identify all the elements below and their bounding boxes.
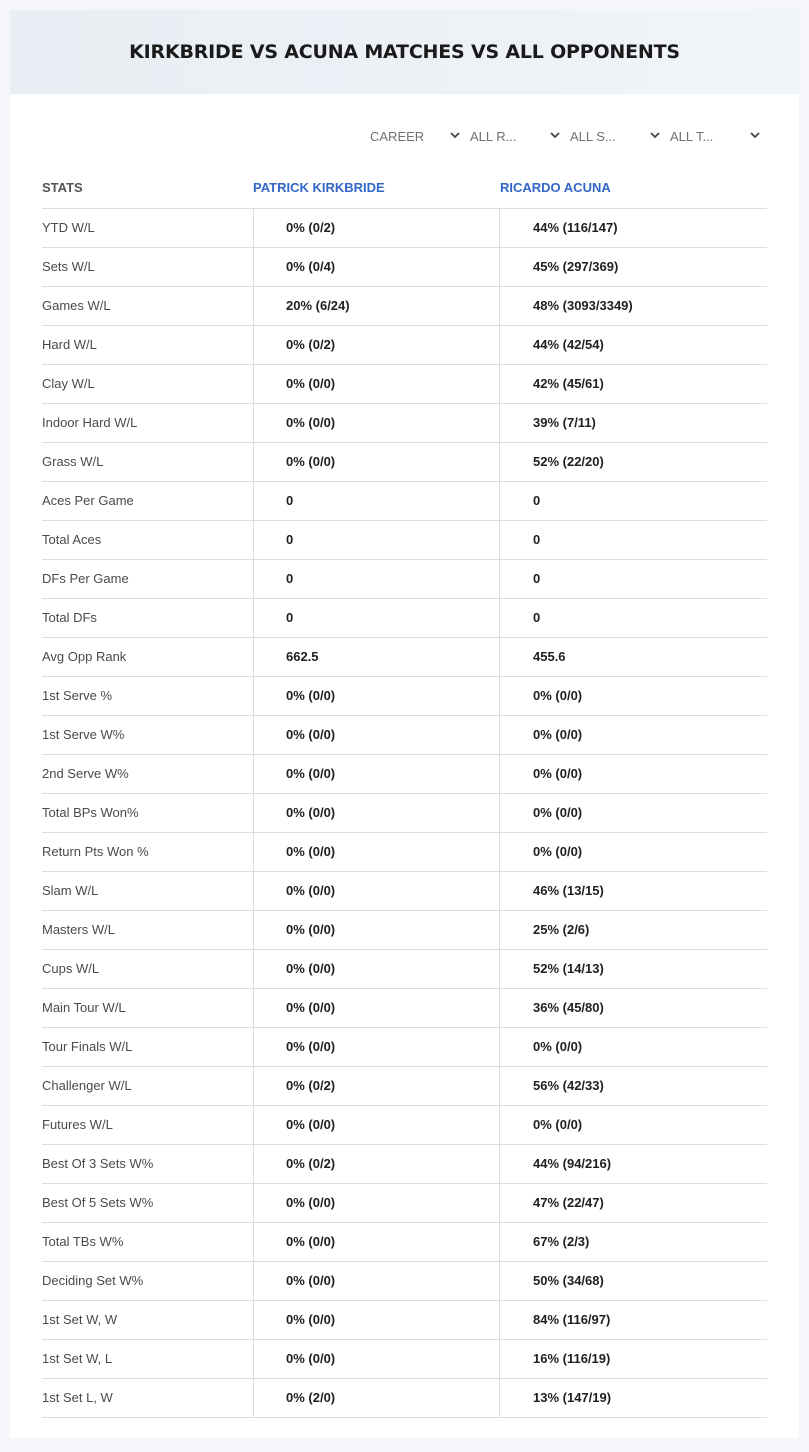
- player1-value: 0% (0/0): [253, 716, 499, 754]
- chevron-down-icon: [549, 129, 561, 141]
- stats-table: [42, 208, 767, 1418]
- player1-value: 0% (0/0): [253, 872, 499, 910]
- player2-value: 455.6: [499, 638, 767, 676]
- table-row: [42, 1301, 767, 1340]
- player2-value: 0% (0/0): [499, 1106, 767, 1144]
- chevron-down-icon: [749, 129, 761, 141]
- player1-value: 0% (0/0): [253, 950, 499, 988]
- player2-link[interactable]: RICARDO ACUNA: [500, 180, 611, 195]
- stat-label: Total BPs Won%: [42, 805, 139, 820]
- table-row: [42, 755, 767, 794]
- table-row: [42, 1067, 767, 1106]
- table-row: [42, 599, 767, 638]
- player2-value: 0% (0/0): [499, 755, 767, 793]
- player1-value: 0% (0/0): [253, 443, 499, 481]
- player1-value: 0% (0/0): [253, 755, 499, 793]
- table-row: [42, 794, 767, 833]
- table-row: [42, 950, 767, 989]
- filter-bar: [365, 122, 765, 150]
- stat-label: Grass W/L: [42, 454, 104, 469]
- round-filter-select[interactable]: [465, 122, 565, 150]
- player1-value: 0% (0/4): [253, 248, 499, 286]
- table-row: [42, 833, 767, 872]
- player2-value: 46% (13/15): [499, 872, 767, 910]
- player2-value: 56% (42/33): [499, 1067, 767, 1105]
- player1-value: 0% (0/0): [253, 1028, 499, 1066]
- table-row: [42, 911, 767, 950]
- period-filter-select[interactable]: [365, 122, 465, 150]
- table-row: [42, 1340, 767, 1379]
- stat-label: Tour Finals W/L: [42, 1039, 133, 1054]
- table-row: [42, 287, 767, 326]
- table-row: [42, 443, 767, 482]
- stat-label: 1st Set W, L: [42, 1351, 113, 1366]
- stat-label: Challenger W/L: [42, 1078, 132, 1093]
- player2-value: 39% (7/11): [499, 404, 767, 442]
- player1-value: 0% (0/0): [253, 1262, 499, 1300]
- player1-value: 0% (2/0): [253, 1379, 499, 1417]
- player2-value: 0% (0/0): [499, 677, 767, 715]
- stat-label: Hard W/L: [42, 337, 97, 352]
- player1-link[interactable]: PATRICK KIRKBRIDE: [253, 180, 385, 195]
- player1-value: 0: [253, 521, 499, 559]
- stat-label: 1st Serve %: [42, 688, 113, 703]
- stat-label: 2nd Serve W%: [42, 766, 129, 781]
- stat-label: Aces Per Game: [42, 493, 134, 508]
- stat-label: Cups W/L: [42, 961, 100, 976]
- stats-column-header: STATS: [42, 180, 83, 195]
- player2-value: 0% (0/0): [499, 794, 767, 832]
- player1-value: 0% (0/0): [253, 794, 499, 832]
- player2-value: 0: [499, 482, 767, 520]
- table-row: [42, 872, 767, 911]
- player1-value: 0% (0/0): [253, 404, 499, 442]
- player2-value: 25% (2/6): [499, 911, 767, 949]
- player1-value: 0% (0/0): [253, 1106, 499, 1144]
- chevron-down-icon: [649, 129, 661, 141]
- player2-value: 84% (116/97): [499, 1301, 767, 1339]
- table-row: [42, 1106, 767, 1145]
- stat-label: Return Pts Won %: [42, 844, 149, 859]
- stat-label: Total DFs: [42, 610, 97, 625]
- stat-label: Avg Opp Rank: [42, 649, 127, 664]
- player2-value: 0: [499, 599, 767, 637]
- surface-filter-value: ALL S...: [570, 128, 616, 144]
- player1-value: 20% (6/24): [253, 287, 499, 325]
- player1-value: 0% (0/2): [253, 1067, 499, 1105]
- table-header: [42, 170, 767, 208]
- stat-label: Total Aces: [42, 532, 102, 547]
- stat-label: Slam W/L: [42, 883, 99, 898]
- tournament-filter-value: ALL T...: [670, 128, 714, 144]
- player1-value: 0% (0/2): [253, 1145, 499, 1183]
- player2-value: 0% (0/0): [499, 1028, 767, 1066]
- player2-value: 44% (116/147): [499, 209, 767, 247]
- table-row: [42, 482, 767, 521]
- stat-label: YTD W/L: [42, 220, 95, 235]
- player2-value: 16% (116/19): [499, 1340, 767, 1378]
- player2-value: 0% (0/0): [499, 833, 767, 871]
- stat-label: DFs Per Game: [42, 571, 129, 586]
- tournament-filter-select[interactable]: [665, 122, 765, 150]
- table-row: [42, 1379, 767, 1418]
- player2-value: 47% (22/47): [499, 1184, 767, 1222]
- player2-value: 45% (297/369): [499, 248, 767, 286]
- player1-value: 0% (0/0): [253, 1223, 499, 1261]
- player1-value: 0% (0/0): [253, 1184, 499, 1222]
- table-row: [42, 560, 767, 599]
- player2-value: 36% (45/80): [499, 989, 767, 1027]
- player1-value: 0% (0/0): [253, 833, 499, 871]
- player2-value: 0: [499, 521, 767, 559]
- table-row: [42, 365, 767, 404]
- page-title: KIRKBRIDE VS ACUNA MATCHES VS ALL OPPONENTS: [129, 41, 680, 63]
- player2-value: 13% (147/19): [499, 1379, 767, 1417]
- table-row: [42, 404, 767, 443]
- period-filter-value: CAREER: [370, 128, 425, 144]
- player2-value: 44% (94/216): [499, 1145, 767, 1183]
- round-filter-value: ALL R...: [470, 128, 517, 144]
- player1-value: 0% (0/2): [253, 209, 499, 247]
- player1-value: 662.5: [253, 638, 499, 676]
- surface-filter-select[interactable]: [565, 122, 665, 150]
- stat-label: Clay W/L: [42, 376, 95, 391]
- player1-value: 0: [253, 599, 499, 637]
- player2-value: 67% (2/3): [499, 1223, 767, 1261]
- table-row: [42, 1184, 767, 1223]
- stat-label: Deciding Set W%: [42, 1273, 144, 1288]
- table-row: [42, 248, 767, 287]
- card-header: [10, 10, 799, 94]
- table-row: [42, 326, 767, 365]
- player2-value: 0: [499, 560, 767, 598]
- stat-label: Futures W/L: [42, 1117, 113, 1132]
- table-row: [42, 716, 767, 755]
- table-row: [42, 1223, 767, 1262]
- player1-value: 0% (0/0): [253, 989, 499, 1027]
- player1-value: 0% (0/0): [253, 1340, 499, 1378]
- stat-label: Games W/L: [42, 298, 111, 313]
- stats-card: [10, 10, 799, 1438]
- table-row: [42, 677, 767, 716]
- stat-label: 1st Set L, W: [42, 1390, 113, 1405]
- player1-value: 0: [253, 482, 499, 520]
- table-row: [42, 989, 767, 1028]
- stat-label: Sets W/L: [42, 259, 95, 274]
- player1-value: 0% (0/2): [253, 326, 499, 364]
- player2-value: 52% (22/20): [499, 443, 767, 481]
- stat-label: Best Of 5 Sets W%: [42, 1195, 154, 1210]
- player2-value: 42% (45/61): [499, 365, 767, 403]
- player1-value: 0% (0/0): [253, 911, 499, 949]
- stat-label: 1st Set W, W: [42, 1312, 118, 1327]
- stat-label: Masters W/L: [42, 922, 115, 937]
- table-row: [42, 521, 767, 560]
- player2-value: 48% (3093/3349): [499, 287, 767, 325]
- player1-value: 0% (0/0): [253, 677, 499, 715]
- table-row: [42, 1145, 767, 1184]
- stat-label: Best Of 3 Sets W%: [42, 1156, 154, 1171]
- table-row: [42, 1262, 767, 1301]
- chevron-down-icon: [449, 129, 461, 141]
- player2-value: 44% (42/54): [499, 326, 767, 364]
- stat-label: Main Tour W/L: [42, 1000, 126, 1015]
- table-row: [42, 1028, 767, 1067]
- player1-value: 0% (0/0): [253, 1301, 499, 1339]
- stat-label: Total TBs W%: [42, 1234, 124, 1249]
- stat-label: Indoor Hard W/L: [42, 415, 138, 430]
- player2-value: 50% (34/68): [499, 1262, 767, 1300]
- table-row: [42, 209, 767, 248]
- stat-label: 1st Serve W%: [42, 727, 125, 742]
- player1-value: 0% (0/0): [253, 365, 499, 403]
- table-row: [42, 638, 767, 677]
- player1-value: 0: [253, 560, 499, 598]
- player2-value: 52% (14/13): [499, 950, 767, 988]
- player2-value: 0% (0/0): [499, 716, 767, 754]
